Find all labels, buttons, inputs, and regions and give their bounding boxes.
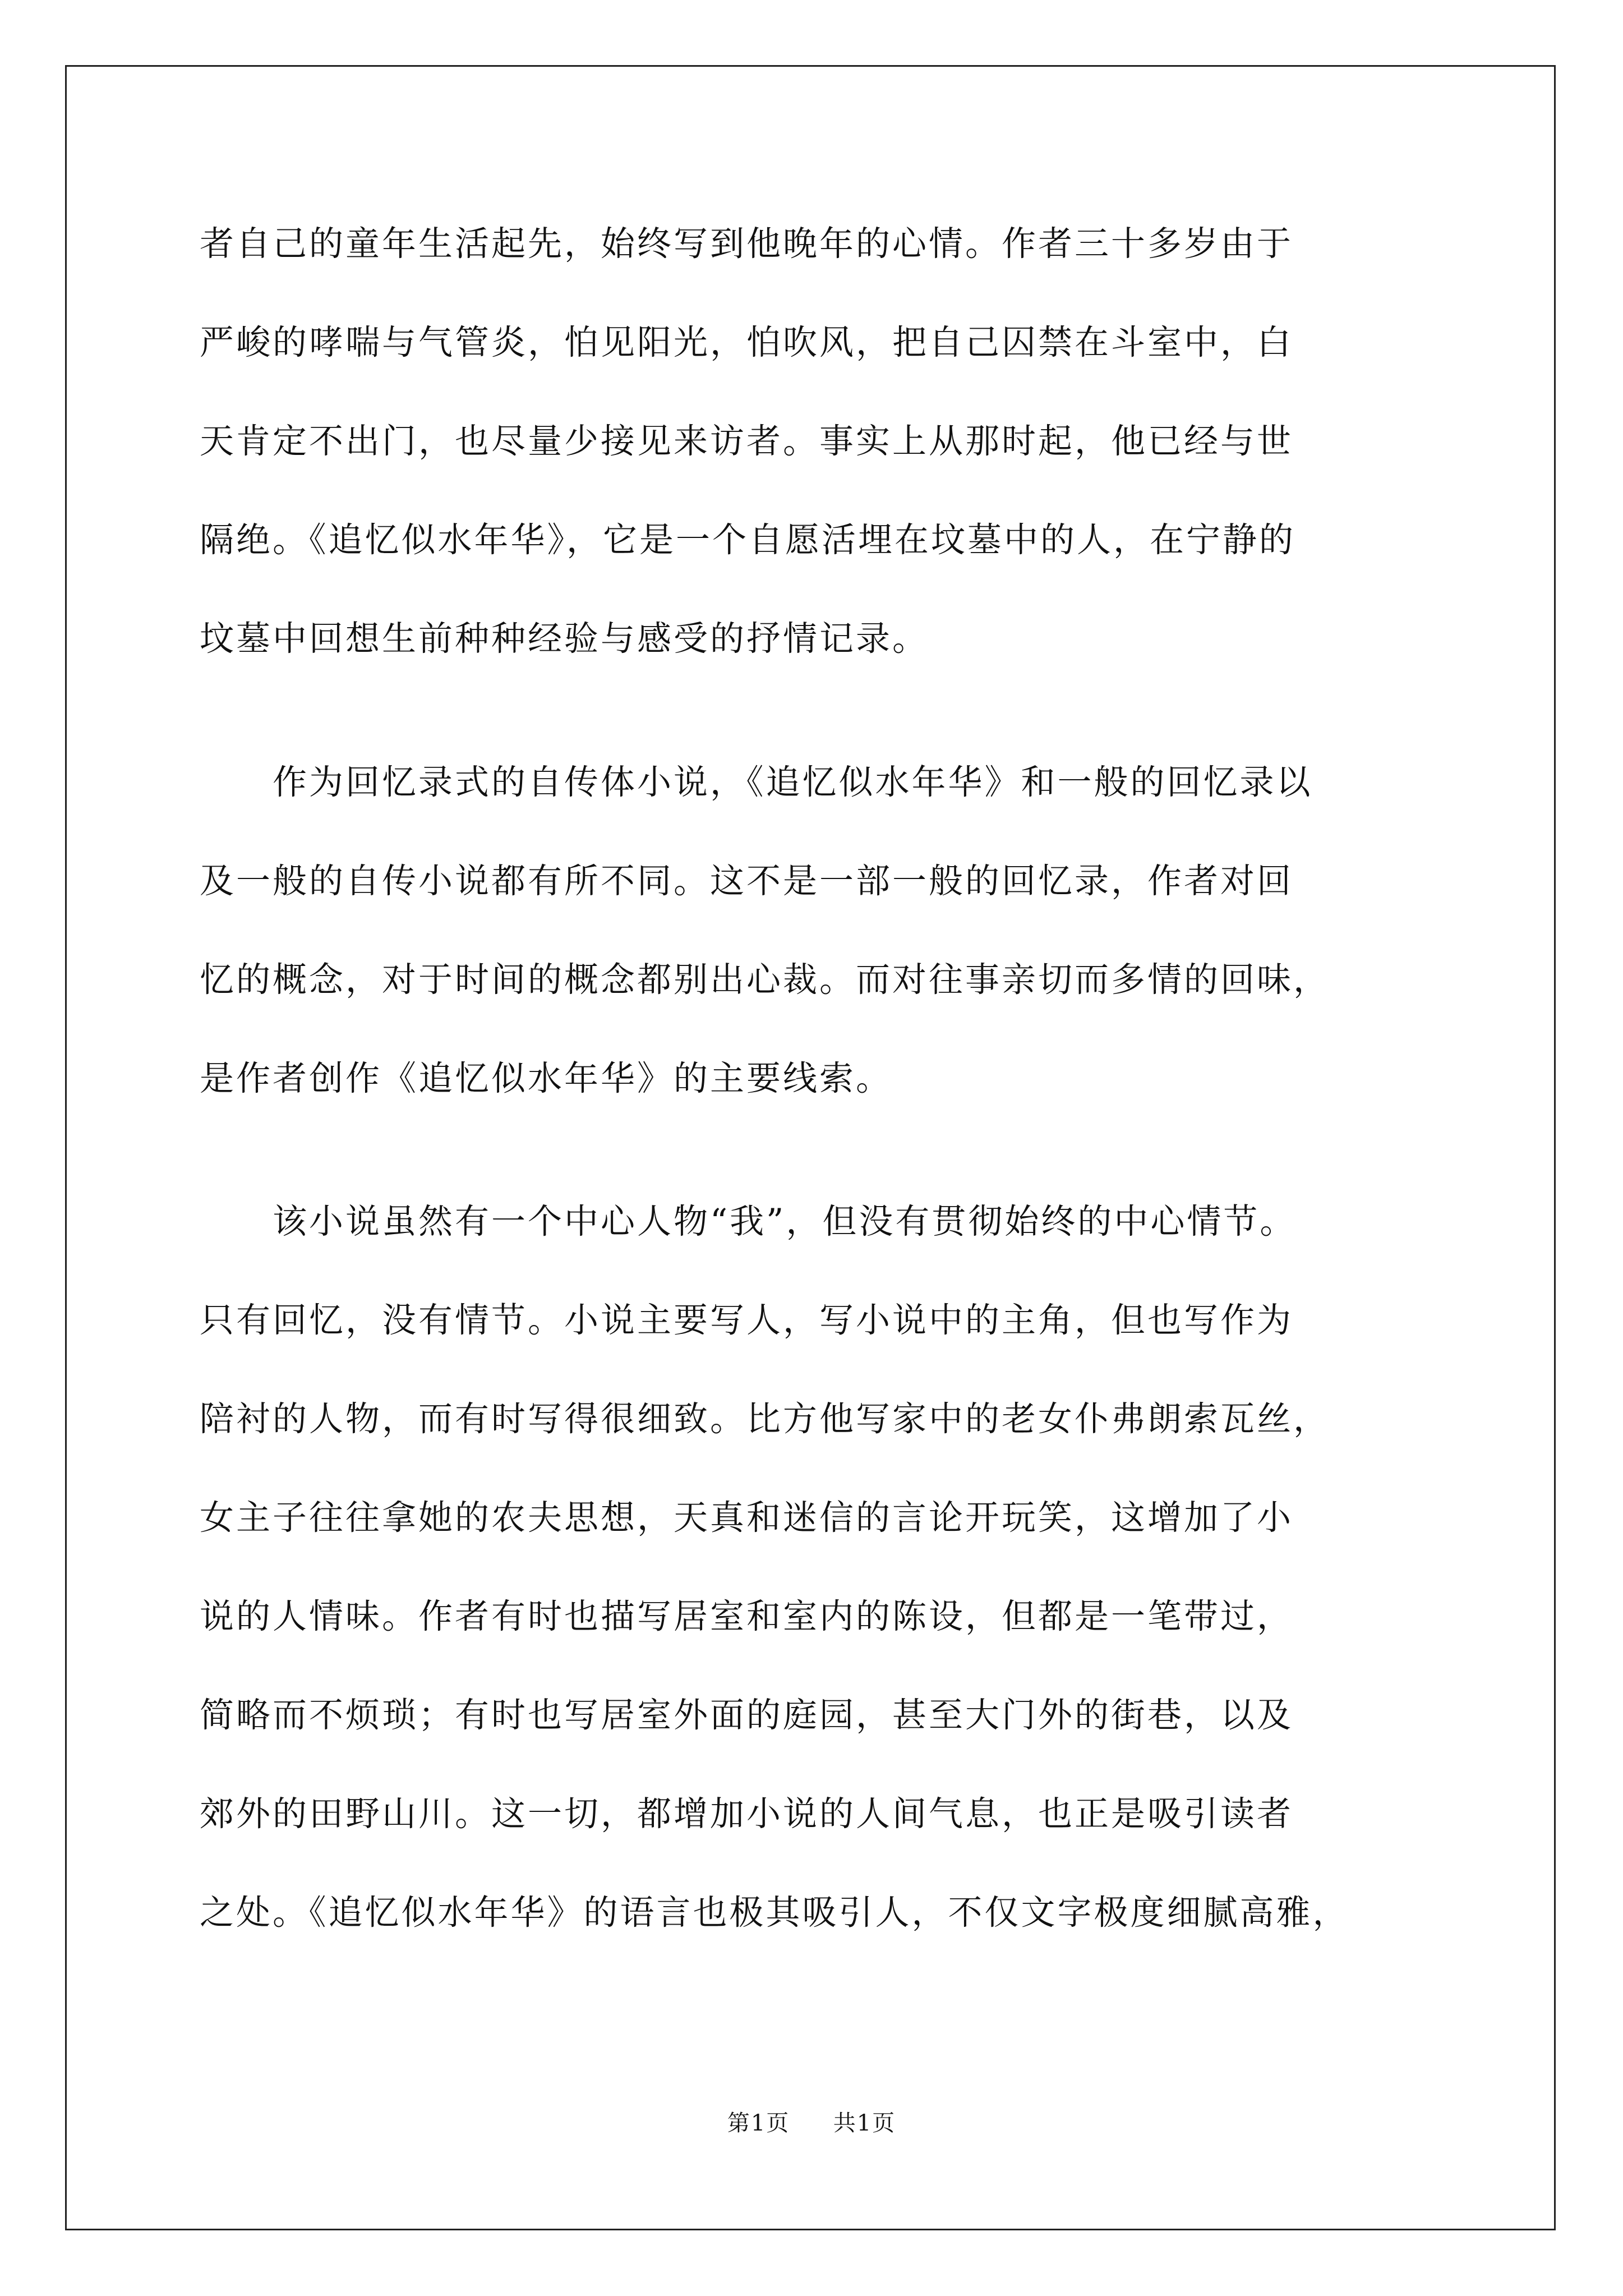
- text-line: 女主子往往拿她的农夫思想，天真和迷信的言论开玩笑，这增加了小: [200, 1498, 1294, 1538]
- text-line: 严峻的哮喘与气管炎，怕见阳光，怕吹风，把自己囚禁在斗室中，白: [200, 323, 1294, 362]
- text-line: 忆的概念，对于时间的概念都别出心裁。而对往事亲切而多情的回味，: [200, 960, 1330, 1000]
- text-line: 说的人情味。作者有时也描写居室和室内的陈设，但都是一笔带过，: [200, 1596, 1294, 1636]
- text-line: 作为回忆录式的自传体小说，《追忆似水年华》和一般的回忆录以: [200, 762, 1313, 802]
- text-line: 天肯定不出门，也尽量少接见来访者。事实上从那时起，他已经与世: [200, 421, 1294, 461]
- text-line: 是作者创作《追忆似水年华》的主要线索。: [200, 1059, 893, 1098]
- text-line: 该小说虽然有一个中心人物“我”，但没有贯彻始终的中心情节。: [200, 1202, 1297, 1241]
- text-line: 隔绝。《追忆似水年华》，它是一个自愿活埋在坟墓中的人，在宁静的: [200, 520, 1296, 560]
- text-line: 陪衬的人物，而有时写得很细致。比方他写家中的老女仆弗朗索瓦丝，: [200, 1399, 1330, 1439]
- text-line: 及一般的自传小说都有所不同。这不是一部一般的回忆录，作者对回: [200, 861, 1294, 901]
- page-total: 共1页: [833, 2110, 896, 2136]
- text-line: 只有回忆，没有情节。小说主要写人，写小说中的主角，但也写作为: [200, 1300, 1294, 1340]
- page-footer: [0, 2108, 1623, 2139]
- page-number: 第1页: [727, 2110, 790, 2136]
- text-line: 坟墓中回想生前种种经验与感受的抒情记录。: [200, 619, 929, 659]
- text-line: 简略而不烦琐；有时也写居室外面的庭园，甚至大门外的街巷，以及: [200, 1695, 1294, 1735]
- text-line: 郊外的田野山川。这一切，都增加小说的人间气息，也正是吸引读者: [200, 1794, 1294, 1834]
- text-line: 之处。《追忆似水年华》的语言也极其吸引人，不仅文字极度细腻高雅，: [200, 1893, 1349, 1932]
- text-line: 者自己的童年生活起先，始终写到他晚年的心情。作者三十多岁由于: [200, 224, 1294, 264]
